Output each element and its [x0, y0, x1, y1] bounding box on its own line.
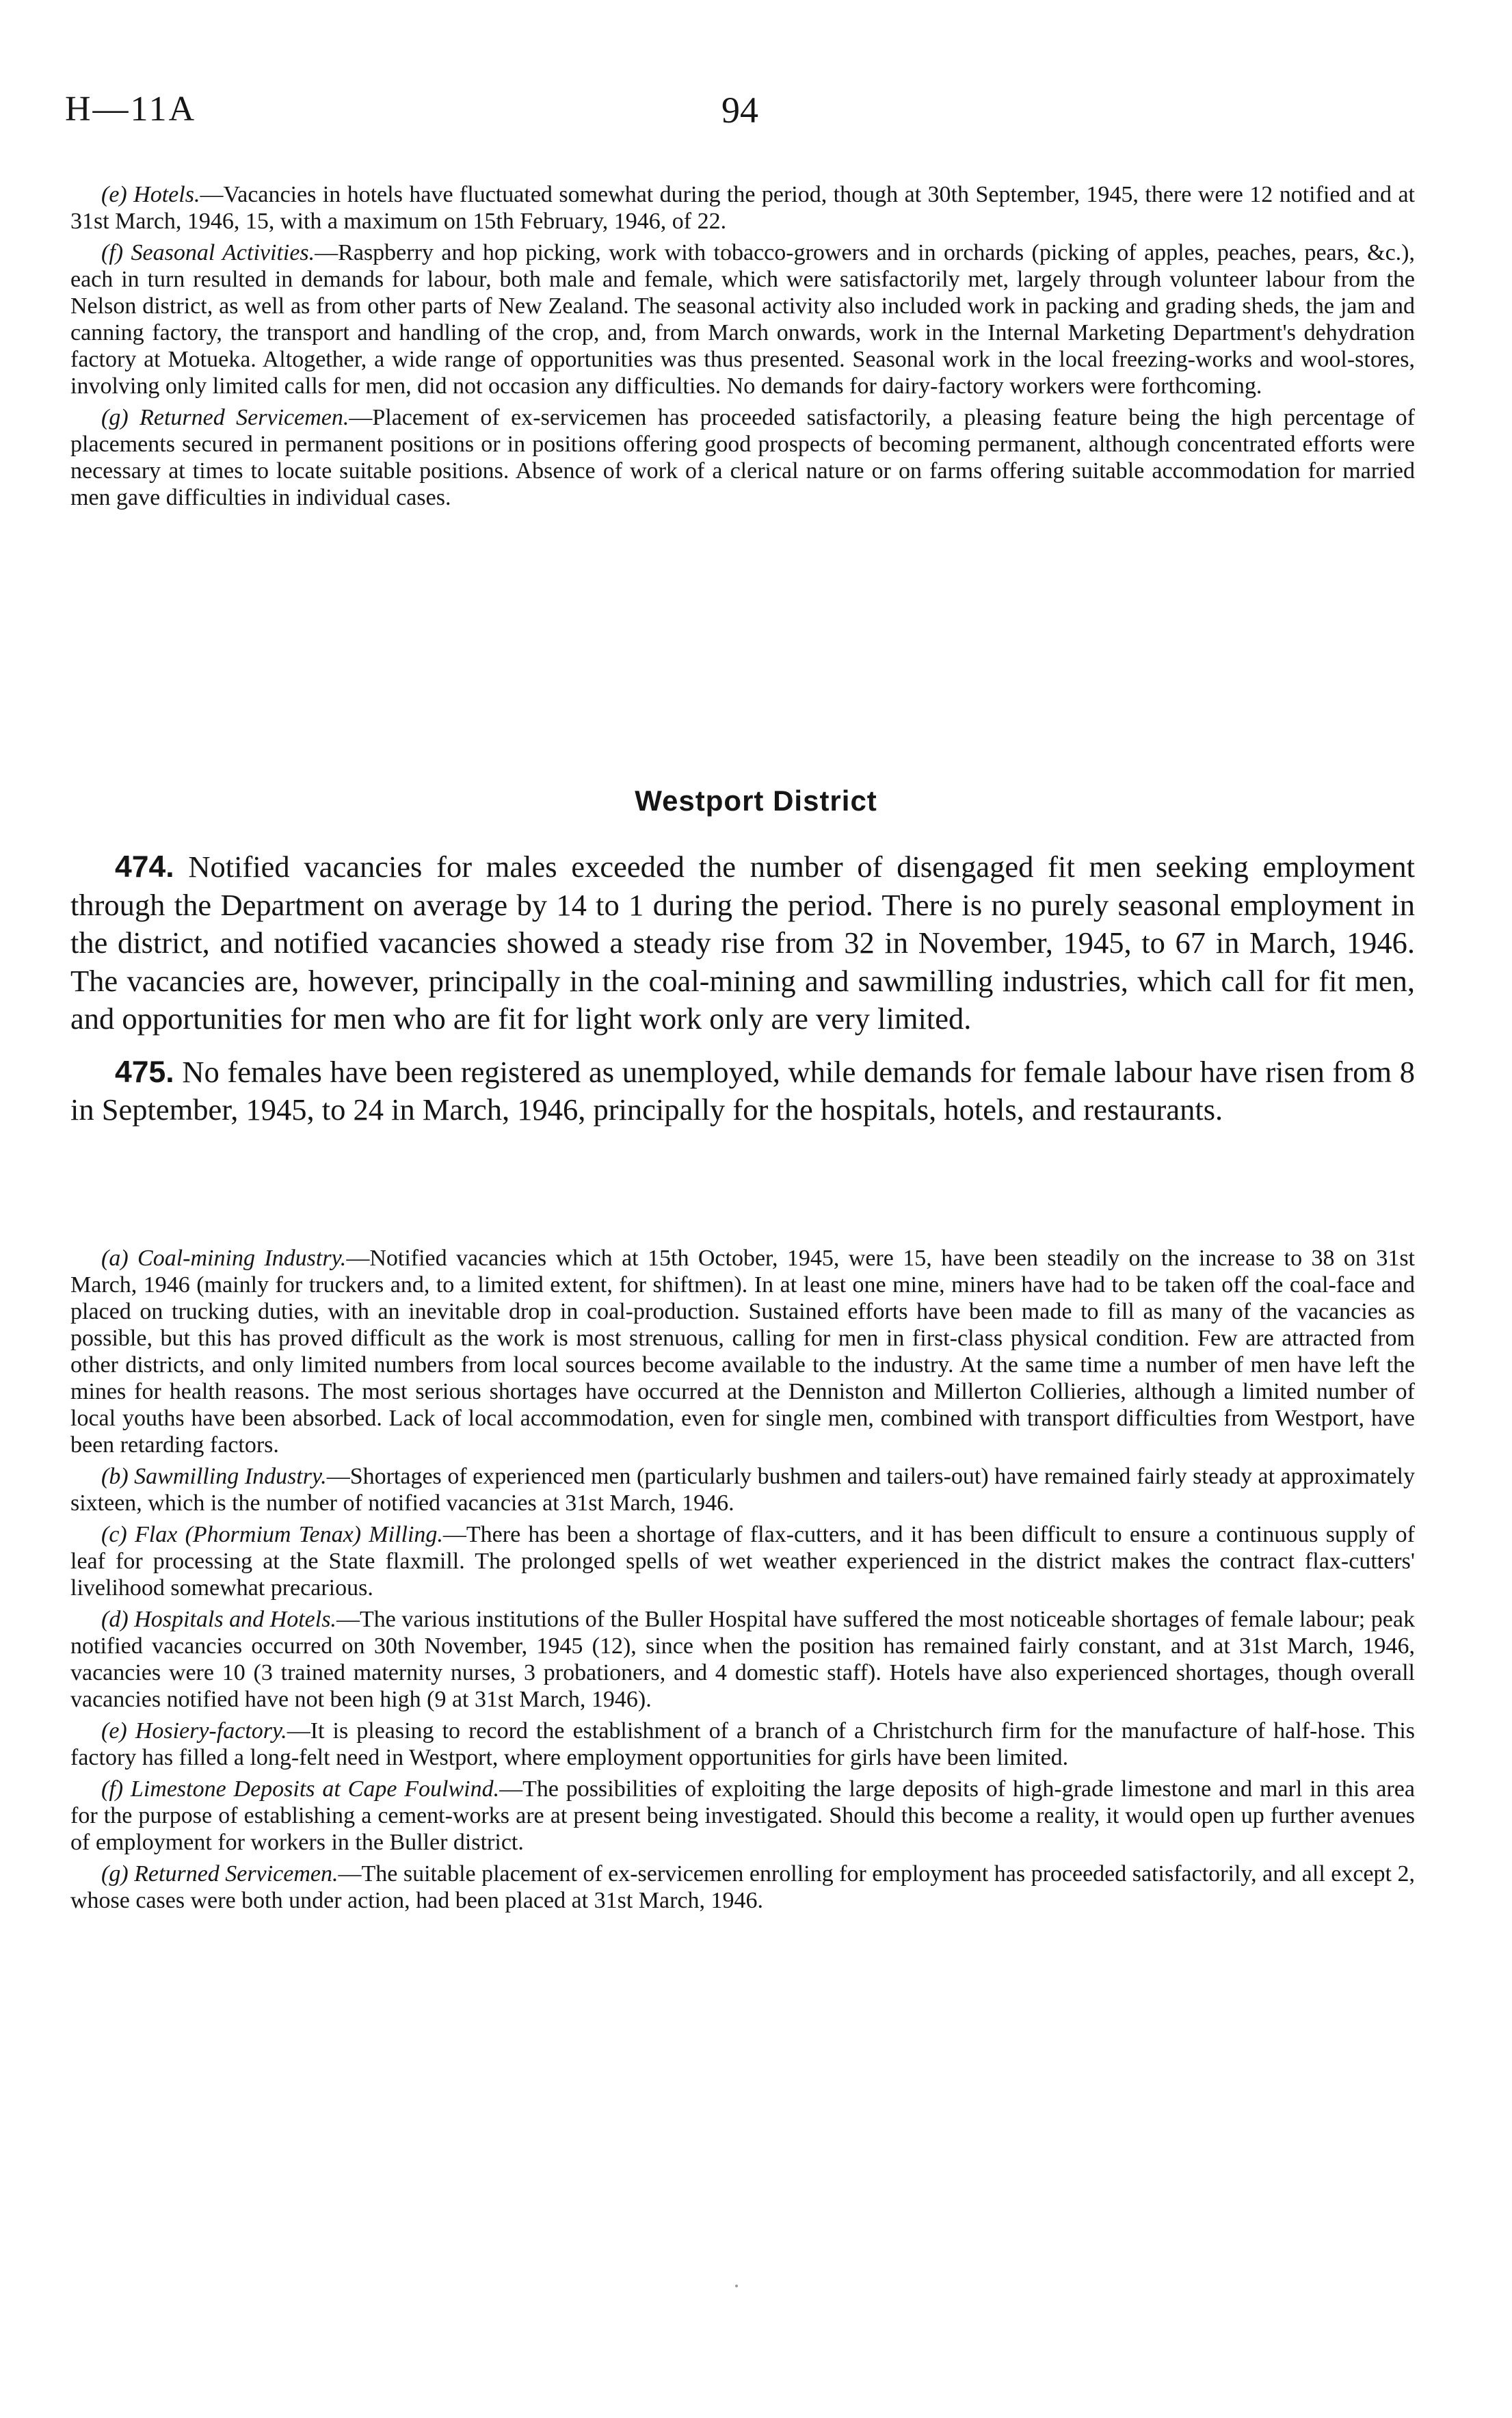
- paragraph-label: (e) Hotels.: [101, 182, 200, 207]
- paragraph-number: 475.: [115, 1055, 174, 1089]
- paragraph-returned-servicemen: [70, 404, 1415, 511]
- paragraph-label: (g) Returned Servicemen.: [101, 1861, 339, 1887]
- paragraph-text: —The suitable placement of ex-servicemen enrolling for employment has proceeded satisfactorily, and all except 2, whose cases were both under action, had been placed at 31st March, 1946.: [70, 1861, 1415, 1913]
- paragraph-474: [70, 848, 1415, 1038]
- paragraph-text: —Vacancies in hotels have fluctuated somewhat during the period, though at 30th September, 1945, there were 12 notified and at 31st March, 1946, 15, with a maximum on 15th February, 1946, of 22.: [70, 182, 1415, 234]
- paragraph-text: —The possibilities of exploiting the large deposits of high-grade limestone and marl in this area for the purpose of establishing a cement-works are at present being investigated. Should this become a reality, it would open up further avenues of employment for workers in the Buller district.: [70, 1776, 1415, 1855]
- paragraph-text: —Shortages of experienced men (particularly bushmen and tailers-out) have remained fairly steady at approximately sixteen, which is the number of notified vacancies at 31st March, 1946.: [70, 1464, 1415, 1516]
- paragraph-seasonal-activities: [70, 239, 1415, 399]
- paragraph-limestone-deposits: [70, 1776, 1415, 1856]
- paragraph-label: (f) Seasonal Activities.: [101, 240, 315, 265]
- document-code: H—11A: [65, 90, 197, 129]
- paragraph-returned-servicemen: [70, 1861, 1415, 1914]
- paragraph-text: —There has been a shortage of flax-cutters, and it has been difficult to ensure a continuous supply of leaf for processing at the State flaxmill. The prolonged spells of wet weather experienced in the district makes the contract flax-cutters' livelihood somewhat precarious.: [70, 1522, 1415, 1601]
- paragraph-label: (d) Hospitals and Hotels.: [101, 1607, 336, 1632]
- paragraph-label: (c) Flax (Phormium Tenax) Milling.: [101, 1522, 443, 1547]
- paragraph-text: —It is pleasing to record the establishment of a branch of a Christchurch firm for the manufacture of half-hose. This factory has filled a long-felt need in Westport, where employment opportunities for girls have been limited.: [70, 1718, 1415, 1770]
- paragraph-hotels: [70, 181, 1415, 235]
- top-paragraphs: [70, 181, 1415, 516]
- sub-paragraphs: [70, 1245, 1415, 1919]
- paragraph-text: —Raspberry and hop picking, work with tobacco-growers and in orchards (picking of apples, peaches, pears, &c.), each in turn resulted in demands for labour, both male and female, which were satisfactorily met, largely through volunteer labour from the Nelson district, as well as from other parts of New Zealand. The seasonal activity also included work in packing and grading sheds, the jam and canning factory, the transport and handling of the crop, and, from March onwards, work in the Internal Marketing Department's dehydration factory at Motueka. Altogether, a wide range of opportunities was thus presented. Seasonal work in the local freezing-works and wool-stores, involving only limited calls for men, did not occasion any difficulties. No demands for dairy-factory workers were forthcoming.: [70, 240, 1416, 399]
- main-paragraphs: [70, 848, 1415, 1144]
- paragraph-text: No females have been registered as unemployed, while demands for female labour have risen from 8 in September, 1945, to 24 in March, 1946, principally for the hospitals, hotels, and restaurants.: [70, 1054, 1415, 1127]
- paragraph-label: (b) Sawmilling Industry.: [101, 1464, 327, 1489]
- paragraph-hosiery-factory: [70, 1718, 1415, 1771]
- paragraph-number: 474.: [115, 850, 174, 884]
- paragraph-coal-mining: [70, 1245, 1415, 1458]
- paragraph-475: [70, 1053, 1415, 1129]
- paragraph-label: (g) Returned Servicemen.: [101, 405, 349, 430]
- paragraph-text: —Notified vacancies which at 15th October, 1945, were 15, have been steadily on the increase to 38 on 31st March, 1946 (mainly for truckers and, to a limited extent, for shiftmen). In at least one mine, miners have had to be taken off the coal-face and placed on trucking duties, with an inevitable drop in coal-production. Sustained efforts have been made to fill as many of the vacancies as possible, but this has proved difficult as the work is most strenuous, calling for men in first-class physical condition. Few are attracted from other districts, and only limited numbers from local sources become available to the industry. At the same time a number of men have left the mines for health reasons. The most serious shortages have occurred at the Denniston and Millerton Collieries, although a limited number of local youths have been absorbed. Lack of local accommodation, even for single men, combined with transport difficulties from Westport, have been retarding factors.: [70, 1246, 1416, 1458]
- page-number: 94: [721, 90, 758, 131]
- section-title: Westport District: [635, 785, 877, 817]
- paragraph-hospitals-hotels: [70, 1606, 1415, 1713]
- scan-speck: [735, 2285, 738, 2287]
- paragraph-label: (f) Limestone Deposits at Cape Foulwind.: [101, 1776, 500, 1802]
- paragraph-sawmilling: [70, 1463, 1415, 1516]
- paragraph-text: —Placement of ex-servicemen has proceeded satisfactorily, a pleasing feature being the high percentage of placements secured in permanent positions or in positions offering good prospects of becoming permanent, although concentrated efforts were necessary at times to locate suitable positions. Absence of work of a clerical nature or on farms offering suitable accommodation for married men gave difficulties in individual cases.: [70, 405, 1415, 510]
- paragraph-flax-milling: [70, 1521, 1415, 1601]
- paragraph-text: —The various institutions of the Buller Hospital have suffered the most noticeable shortages of female labour; peak notified vacancies occurred on 30th November, 1945 (12), since when the position has remained fairly constant, and at 31st March, 1946, vacancies were 10 (3 trained maternity nurses, 3 probationers, and 4 domestic staff). Hotels have also experienced shortages, though overall vacancies notified have not been high (9 at 31st March, 1946).: [70, 1607, 1415, 1712]
- page-header: [65, 89, 1453, 144]
- paragraph-label: (a) Coal-mining Industry.: [101, 1246, 347, 1271]
- paragraph-label: (e) Hosiery-factory.: [101, 1718, 287, 1744]
- paragraph-text: Notified vacancies for males exceeded the number of disengaged fit men seeking employment through the Department on average by 14 to 1 during the period. There is no purely seasonal employment in the district, and notified vacancies showed a steady rise from 32 in November, 1945, to 67 in March, 1946. The vacancies are, however, principally in the coal-mining and sawmilling industries, which call for fit men, and opportunities for men who are fit for light work only are very limited.: [70, 850, 1415, 1036]
